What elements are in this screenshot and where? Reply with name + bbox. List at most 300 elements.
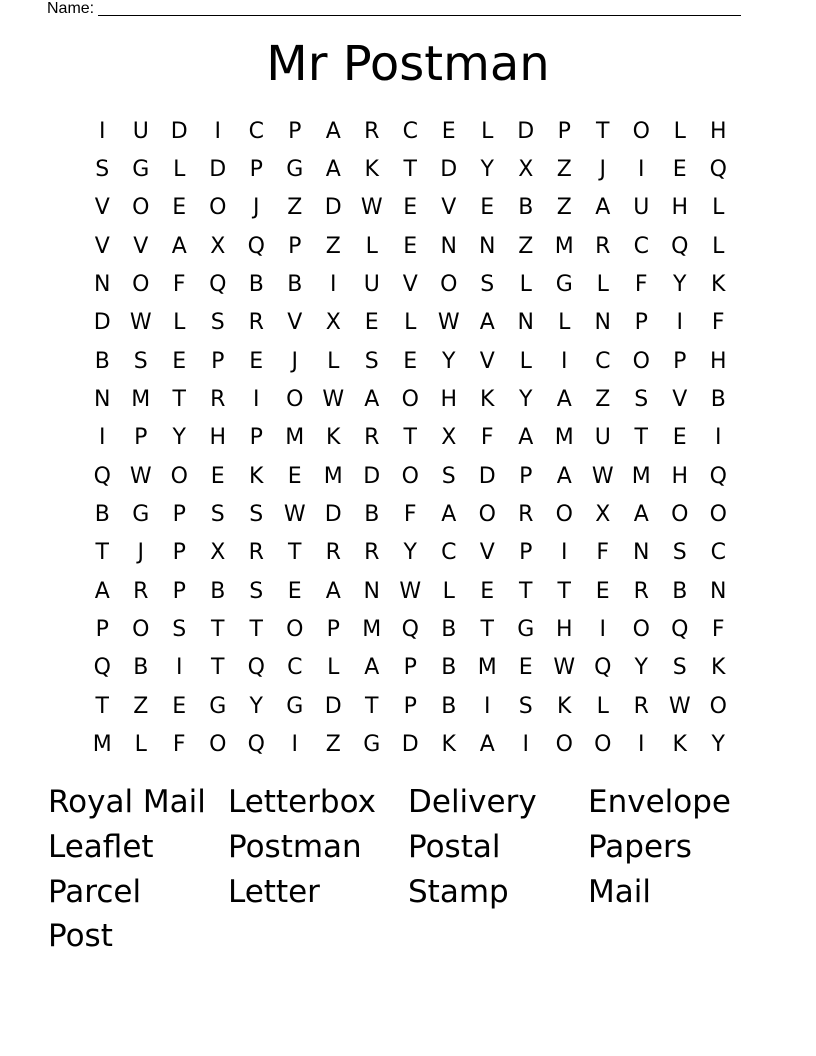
grid-letter[interactable]: T xyxy=(95,693,109,719)
grid-letter[interactable]: D xyxy=(324,693,342,719)
grid-letter[interactable]: E xyxy=(287,578,302,604)
grid-letter[interactable]: S xyxy=(634,387,649,413)
grid-letter[interactable]: G xyxy=(555,272,573,298)
grid-letter[interactable]: B xyxy=(133,655,149,681)
grid-letter[interactable]: P xyxy=(249,425,263,451)
grid-letter[interactable]: C xyxy=(595,348,611,374)
grid-letter[interactable]: E xyxy=(172,348,187,374)
grid-letter[interactable]: N xyxy=(440,233,457,259)
grid-letter[interactable]: F xyxy=(711,310,725,336)
grid-letter[interactable]: V xyxy=(479,540,495,566)
grid-letter[interactable]: F xyxy=(596,540,610,566)
grid-letter[interactable]: Z xyxy=(556,195,572,221)
grid-letter[interactable]: F xyxy=(172,732,186,758)
grid-letter[interactable]: G xyxy=(517,617,535,643)
grid-letter[interactable]: Y xyxy=(480,157,494,183)
grid-letter[interactable]: M xyxy=(631,463,651,489)
grid-letter[interactable]: A xyxy=(171,233,187,259)
grid-letter[interactable]: T xyxy=(403,157,417,183)
grid-letter[interactable]: H xyxy=(440,387,458,413)
grid-letter[interactable]: Y xyxy=(519,387,533,413)
grid-letter[interactable]: I xyxy=(484,693,491,719)
grid-letter[interactable]: R xyxy=(325,540,341,566)
grid-letter[interactable]: Y xyxy=(634,655,648,681)
grid-letter[interactable]: V xyxy=(402,272,418,298)
grid-letter[interactable]: N xyxy=(594,310,611,336)
word-list-item: Letter xyxy=(228,873,320,910)
grid-letter[interactable]: R xyxy=(210,387,226,413)
grid-letter[interactable]: O xyxy=(671,502,689,528)
grid-letter[interactable]: B xyxy=(710,387,726,413)
name-label: Name: xyxy=(47,0,95,17)
grid-letter[interactable]: O xyxy=(632,118,650,144)
grid-letter[interactable]: L xyxy=(134,732,147,758)
grid-letter[interactable]: V xyxy=(94,195,110,221)
grid-letter[interactable]: T xyxy=(172,387,186,413)
grid-letter[interactable]: A xyxy=(364,387,380,413)
grid-letter[interactable]: W xyxy=(591,463,614,489)
grid-letter[interactable]: P xyxy=(95,617,109,643)
word-list-item: Leaflet xyxy=(48,829,154,866)
grid-letter[interactable]: A xyxy=(595,195,611,221)
grid-letter[interactable]: E xyxy=(480,195,495,221)
grid-letter[interactable]: W xyxy=(283,502,306,528)
grid-letter[interactable]: X xyxy=(441,425,457,451)
grid-letter[interactable]: M xyxy=(477,655,497,681)
grid-letter[interactable]: S xyxy=(480,272,495,298)
grid-letter[interactable]: G xyxy=(363,732,381,758)
grid-letter[interactable]: J xyxy=(253,195,260,221)
grid-letter[interactable]: L xyxy=(596,693,609,719)
grid-letter[interactable]: M xyxy=(131,387,151,413)
grid-letter[interactable]: E xyxy=(441,118,456,144)
grid-letter[interactable]: L xyxy=(173,157,186,183)
grid-letter[interactable]: F xyxy=(634,272,648,298)
grid-letter[interactable]: R xyxy=(595,233,611,259)
grid-letter[interactable]: A xyxy=(556,463,572,489)
grid-letter[interactable]: P xyxy=(249,157,263,183)
grid-letter[interactable]: V xyxy=(287,310,303,336)
grid-letter[interactable]: L xyxy=(596,272,609,298)
grid-letter[interactable]: O xyxy=(555,732,573,758)
grid-letter[interactable]: Q xyxy=(247,655,265,681)
grid-letter[interactable]: P xyxy=(134,425,148,451)
grid-letter[interactable]: B xyxy=(94,502,110,528)
grid-letter[interactable]: S xyxy=(210,310,225,336)
grid-letter[interactable]: Y xyxy=(249,693,263,719)
grid-letter[interactable]: I xyxy=(99,118,106,144)
grid-letter[interactable]: D xyxy=(324,195,342,221)
grid-letter[interactable]: P xyxy=(634,310,648,336)
grid-letter[interactable]: H xyxy=(555,617,573,643)
grid-letter[interactable]: E xyxy=(480,578,495,604)
grid-letter[interactable]: D xyxy=(517,118,535,144)
word-list-item: Delivery xyxy=(408,784,537,821)
grid-letter[interactable]: S xyxy=(249,578,264,604)
grid-letter[interactable]: Q xyxy=(671,617,689,643)
grid-letter[interactable]: T xyxy=(403,425,417,451)
grid-letter[interactable]: P xyxy=(326,617,340,643)
grid-letter[interactable]: A xyxy=(441,502,457,528)
grid-letter[interactable]: I xyxy=(676,310,683,336)
grid-letter[interactable]: O xyxy=(632,348,650,374)
grid-letter[interactable]: I xyxy=(638,732,645,758)
grid-letter[interactable]: X xyxy=(325,310,341,336)
grid-letter[interactable]: N xyxy=(94,272,111,298)
grid-letter[interactable]: A xyxy=(364,655,380,681)
grid-letter[interactable]: M xyxy=(323,463,343,489)
grid-letter[interactable]: K xyxy=(711,655,726,681)
grid-letter[interactable]: L xyxy=(327,348,340,374)
grid-letter[interactable]: O xyxy=(286,387,304,413)
grid-letter[interactable]: A xyxy=(325,118,341,144)
grid-letter[interactable]: F xyxy=(172,272,186,298)
grid-letter[interactable]: E xyxy=(287,463,302,489)
grid-letter[interactable]: F xyxy=(711,617,725,643)
grid-letter[interactable]: I xyxy=(99,425,106,451)
grid-letter[interactable]: Q xyxy=(247,233,265,259)
grid-letter[interactable]: B xyxy=(672,578,688,604)
grid-letter[interactable]: O xyxy=(132,272,150,298)
grid-letter[interactable]: T xyxy=(480,617,494,643)
grid-letter[interactable]: P xyxy=(673,348,687,374)
grid-letter[interactable]: T xyxy=(365,693,379,719)
grid-letter[interactable]: A xyxy=(479,310,495,336)
grid-letter[interactable]: Z xyxy=(325,732,341,758)
grid-letter[interactable]: Q xyxy=(671,233,689,259)
grid-letter[interactable]: J xyxy=(291,348,298,374)
grid-letter[interactable]: B xyxy=(364,502,380,528)
grid-letter[interactable]: R xyxy=(518,502,534,528)
grid-letter[interactable]: G xyxy=(132,157,150,183)
grid-letter[interactable]: S xyxy=(249,502,264,528)
grid-letter[interactable]: T xyxy=(557,578,571,604)
grid-letter[interactable]: O xyxy=(286,617,304,643)
grid-letter[interactable]: L xyxy=(558,310,571,336)
grid-letter[interactable]: M xyxy=(554,233,574,259)
grid-letter[interactable]: P xyxy=(211,348,225,374)
grid-letter[interactable]: A xyxy=(94,578,110,604)
grid-letter[interactable]: V xyxy=(479,348,495,374)
grid-letter[interactable]: Z xyxy=(518,233,534,259)
grid-letter[interactable]: L xyxy=(404,310,417,336)
grid-letter[interactable]: A xyxy=(518,425,534,451)
grid-letter[interactable]: B xyxy=(248,272,264,298)
grid-letter[interactable]: Z xyxy=(325,233,341,259)
grid-letter[interactable]: E xyxy=(672,425,687,451)
grid-letter[interactable]: Q xyxy=(401,617,419,643)
grid-letter[interactable]: S xyxy=(672,655,687,681)
grid-letter[interactable]: V xyxy=(672,387,688,413)
grid-letter[interactable]: B xyxy=(287,272,303,298)
grid-letter[interactable]: Q xyxy=(93,463,111,489)
grid-letter[interactable]: A xyxy=(325,157,341,183)
grid-letter[interactable]: Y xyxy=(711,732,725,758)
grid-letter[interactable]: I xyxy=(214,118,221,144)
grid-letter[interactable]: Q xyxy=(209,272,227,298)
grid-letter[interactable]: E xyxy=(595,578,610,604)
word-list-item: Postal xyxy=(408,829,501,866)
grid-letter[interactable]: Y xyxy=(403,540,417,566)
grid-letter[interactable]: W xyxy=(668,693,691,719)
grid-letter[interactable]: M xyxy=(285,425,305,451)
grid-letter[interactable]: O xyxy=(209,732,227,758)
grid-letter[interactable]: Q xyxy=(93,655,111,681)
grid-letter[interactable]: I xyxy=(638,157,645,183)
grid-letter[interactable]: O xyxy=(132,617,150,643)
grid-letter[interactable]: L xyxy=(365,233,378,259)
grid-letter[interactable]: I xyxy=(330,272,337,298)
grid-letter[interactable]: A xyxy=(325,578,341,604)
grid-letter[interactable]: K xyxy=(711,272,726,298)
grid-letter[interactable]: L xyxy=(327,655,340,681)
grid-letter[interactable]: D xyxy=(440,157,458,183)
grid-letter[interactable]: Y xyxy=(172,425,186,451)
grid-letter[interactable]: N xyxy=(94,387,111,413)
grid-letter[interactable]: M xyxy=(362,617,382,643)
grid-letter[interactable]: H xyxy=(709,118,727,144)
grid-letter[interactable]: R xyxy=(364,425,380,451)
grid-letter[interactable]: P xyxy=(403,655,417,681)
grid-letter[interactable]: E xyxy=(518,655,533,681)
grid-letter[interactable]: R xyxy=(364,540,380,566)
grid-letter[interactable]: P xyxy=(172,502,186,528)
grid-letter[interactable]: E xyxy=(672,157,687,183)
grid-letter[interactable]: E xyxy=(403,233,418,259)
grid-letter[interactable]: I xyxy=(176,655,183,681)
grid-letter[interactable]: X xyxy=(210,540,226,566)
grid-letter[interactable]: A xyxy=(479,732,495,758)
grid-letter[interactable]: P xyxy=(519,540,533,566)
grid-letter[interactable]: B xyxy=(441,693,457,719)
grid-letter[interactable]: S xyxy=(518,693,533,719)
grid-letter[interactable]: Z xyxy=(595,387,611,413)
grid-letter[interactable]: T xyxy=(211,655,225,681)
grid-letter[interactable]: S xyxy=(672,540,687,566)
grid-letter[interactable]: O xyxy=(709,502,727,528)
grid-letter[interactable]: O xyxy=(401,387,419,413)
grid-letter[interactable]: G xyxy=(209,693,227,719)
grid-letter[interactable]: K xyxy=(364,157,379,183)
grid-letter[interactable]: N xyxy=(710,578,727,604)
grid-letter[interactable]: S xyxy=(133,348,148,374)
grid-letter[interactable]: L xyxy=(481,118,494,144)
grid-letter[interactable]: D xyxy=(401,732,419,758)
grid-letter[interactable]: L xyxy=(173,310,186,336)
grid-letter[interactable]: L xyxy=(442,578,455,604)
grid-letter[interactable]: T xyxy=(596,118,610,144)
grid-letter[interactable]: S xyxy=(441,463,456,489)
grid-letter[interactable]: K xyxy=(557,693,572,719)
grid-letter[interactable]: K xyxy=(441,732,456,758)
grid-letter[interactable]: H xyxy=(671,463,689,489)
grid-letter[interactable]: E xyxy=(249,348,264,374)
grid-letter[interactable]: O xyxy=(440,272,458,298)
grid-letter[interactable]: Y xyxy=(673,272,687,298)
grid-letter[interactable]: W xyxy=(129,463,152,489)
grid-letter[interactable]: G xyxy=(286,157,304,183)
grid-letter[interactable]: T xyxy=(95,540,109,566)
name-underline[interactable] xyxy=(98,15,741,16)
grid-letter[interactable]: C xyxy=(287,655,303,681)
grid-letter[interactable]: L xyxy=(712,233,725,259)
grid-letter[interactable]: K xyxy=(672,732,687,758)
grid-letter[interactable]: G xyxy=(286,693,304,719)
grid-letter[interactable]: Z xyxy=(133,693,149,719)
grid-letter[interactable]: W xyxy=(129,310,152,336)
grid-letter[interactable]: Z xyxy=(287,195,303,221)
grid-letter[interactable]: V xyxy=(133,233,149,259)
grid-letter[interactable]: X xyxy=(210,233,226,259)
grid-letter[interactable]: H xyxy=(209,425,227,451)
word-list-item: Papers xyxy=(588,829,692,866)
grid-letter[interactable]: N xyxy=(633,540,650,566)
grid-letter[interactable]: I xyxy=(291,732,298,758)
grid-letter[interactable]: L xyxy=(519,348,532,374)
grid-letter[interactable]: S xyxy=(95,157,110,183)
grid-letter[interactable]: S xyxy=(172,617,187,643)
grid-letter[interactable]: J xyxy=(599,157,606,183)
grid-letter[interactable]: R xyxy=(248,310,264,336)
grid-letter[interactable]: R xyxy=(633,578,649,604)
grid-letter[interactable]: O xyxy=(632,617,650,643)
grid-letter[interactable]: U xyxy=(132,118,149,144)
grid-letter[interactable]: I xyxy=(561,348,568,374)
grid-letter[interactable]: R xyxy=(248,540,264,566)
grid-letter[interactable]: K xyxy=(249,463,264,489)
grid-letter[interactable]: O xyxy=(709,693,727,719)
grid-letter[interactable]: O xyxy=(555,502,573,528)
grid-letter[interactable]: E xyxy=(403,348,418,374)
grid-letter[interactable]: T xyxy=(211,617,225,643)
grid-letter[interactable]: P xyxy=(172,540,186,566)
grid-letter[interactable]: U xyxy=(633,195,650,221)
grid-letter[interactable]: Z xyxy=(556,157,572,183)
grid-letter[interactable]: O xyxy=(478,502,496,528)
grid-letter[interactable]: G xyxy=(132,502,150,528)
grid-letter[interactable]: D xyxy=(363,463,381,489)
grid-letter[interactable]: L xyxy=(712,195,725,221)
word-list-item: Stamp xyxy=(408,873,509,910)
grid-letter[interactable]: O xyxy=(170,463,188,489)
grid-letter[interactable]: E xyxy=(403,195,418,221)
grid-letter[interactable]: W xyxy=(437,310,460,336)
grid-letter[interactable]: U xyxy=(363,272,380,298)
grid-letter[interactable]: K xyxy=(326,425,341,451)
grid-letter[interactable]: R xyxy=(364,118,380,144)
grid-letter[interactable]: P xyxy=(172,578,186,604)
grid-letter[interactable]: J xyxy=(137,540,144,566)
grid-letter[interactable]: P xyxy=(288,233,302,259)
grid-letter[interactable]: O xyxy=(401,463,419,489)
grid-letter[interactable]: C xyxy=(402,118,418,144)
grid-letter[interactable]: E xyxy=(210,463,225,489)
grid-letter[interactable]: Y xyxy=(442,348,456,374)
grid-letter[interactable]: R xyxy=(133,578,149,604)
grid-letter[interactable]: P xyxy=(519,463,533,489)
grid-letter[interactable]: T xyxy=(249,617,263,643)
grid-letter[interactable]: A xyxy=(556,387,572,413)
grid-letter[interactable]: V xyxy=(441,195,457,221)
grid-letter[interactable]: K xyxy=(480,387,495,413)
grid-letter[interactable]: Q xyxy=(709,157,727,183)
grid-letter[interactable]: M xyxy=(92,732,112,758)
grid-letter[interactable]: S xyxy=(210,502,225,528)
grid-letter[interactable]: L xyxy=(673,118,686,144)
grid-letter[interactable]: N xyxy=(517,310,534,336)
grid-letter[interactable]: A xyxy=(633,502,649,528)
grid-letter[interactable]: I xyxy=(715,425,722,451)
grid-letter[interactable]: C xyxy=(710,540,726,566)
grid-letter[interactable]: Q xyxy=(709,463,727,489)
grid-letter[interactable]: W xyxy=(322,387,345,413)
grid-letter[interactable]: B xyxy=(94,348,110,374)
grid-letter[interactable]: O xyxy=(209,195,227,221)
grid-letter[interactable]: I xyxy=(522,732,529,758)
word-list-item: Mail xyxy=(588,873,651,910)
grid-letter[interactable]: O xyxy=(594,732,612,758)
name-field[interactable] xyxy=(47,0,741,18)
grid-letter[interactable]: D xyxy=(93,310,111,336)
grid-letter[interactable]: D xyxy=(324,502,342,528)
grid-letter[interactable]: Q xyxy=(247,732,265,758)
grid-letter[interactable]: B xyxy=(518,195,534,221)
grid-letter[interactable]: F xyxy=(480,425,494,451)
grid-letter[interactable]: D xyxy=(209,157,227,183)
grid-letter[interactable]: C xyxy=(441,540,457,566)
grid-letter[interactable]: P xyxy=(403,693,417,719)
grid-letter[interactable]: C xyxy=(633,233,649,259)
grid-letter[interactable]: P xyxy=(557,118,571,144)
grid-letter[interactable]: O xyxy=(132,195,150,221)
grid-letter[interactable]: T xyxy=(634,425,648,451)
grid-letter[interactable]: W xyxy=(360,195,383,221)
grid-letter[interactable]: M xyxy=(554,425,574,451)
grid-letter[interactable]: N xyxy=(363,578,380,604)
grid-letter[interactable]: P xyxy=(288,118,302,144)
grid-letter[interactable]: E xyxy=(172,693,187,719)
grid-letter[interactable]: X xyxy=(518,157,534,183)
grid-letter[interactable]: E xyxy=(172,195,187,221)
grid-letter[interactable]: B xyxy=(441,617,457,643)
grid-letter[interactable]: D xyxy=(478,463,496,489)
grid-letter[interactable]: Q xyxy=(594,655,612,681)
grid-letter[interactable]: L xyxy=(519,272,532,298)
grid-letter[interactable]: I xyxy=(253,387,260,413)
grid-letter[interactable]: C xyxy=(248,118,264,144)
grid-letter[interactable]: I xyxy=(561,540,568,566)
grid-letter[interactable]: S xyxy=(364,348,379,374)
grid-letter[interactable]: N xyxy=(479,233,496,259)
grid-letter[interactable]: B xyxy=(210,578,226,604)
grid-letter[interactable]: D xyxy=(170,118,188,144)
word-list-item: Post xyxy=(48,918,113,955)
grid-letter[interactable]: I xyxy=(599,617,606,643)
grid-letter[interactable]: B xyxy=(441,655,457,681)
grid-letter[interactable]: H xyxy=(709,348,727,374)
grid-letter[interactable]: V xyxy=(94,233,110,259)
grid-letter[interactable]: W xyxy=(399,578,422,604)
grid-letter[interactable]: T xyxy=(519,578,533,604)
grid-letter[interactable]: U xyxy=(594,425,611,451)
grid-letter[interactable]: T xyxy=(288,540,302,566)
grid-letter[interactable]: H xyxy=(671,195,689,221)
grid-letter[interactable]: F xyxy=(403,502,417,528)
grid-letter[interactable]: X xyxy=(595,502,611,528)
grid-letter[interactable]: E xyxy=(364,310,379,336)
grid-letter[interactable]: W xyxy=(553,655,576,681)
grid-letter[interactable]: R xyxy=(633,693,649,719)
